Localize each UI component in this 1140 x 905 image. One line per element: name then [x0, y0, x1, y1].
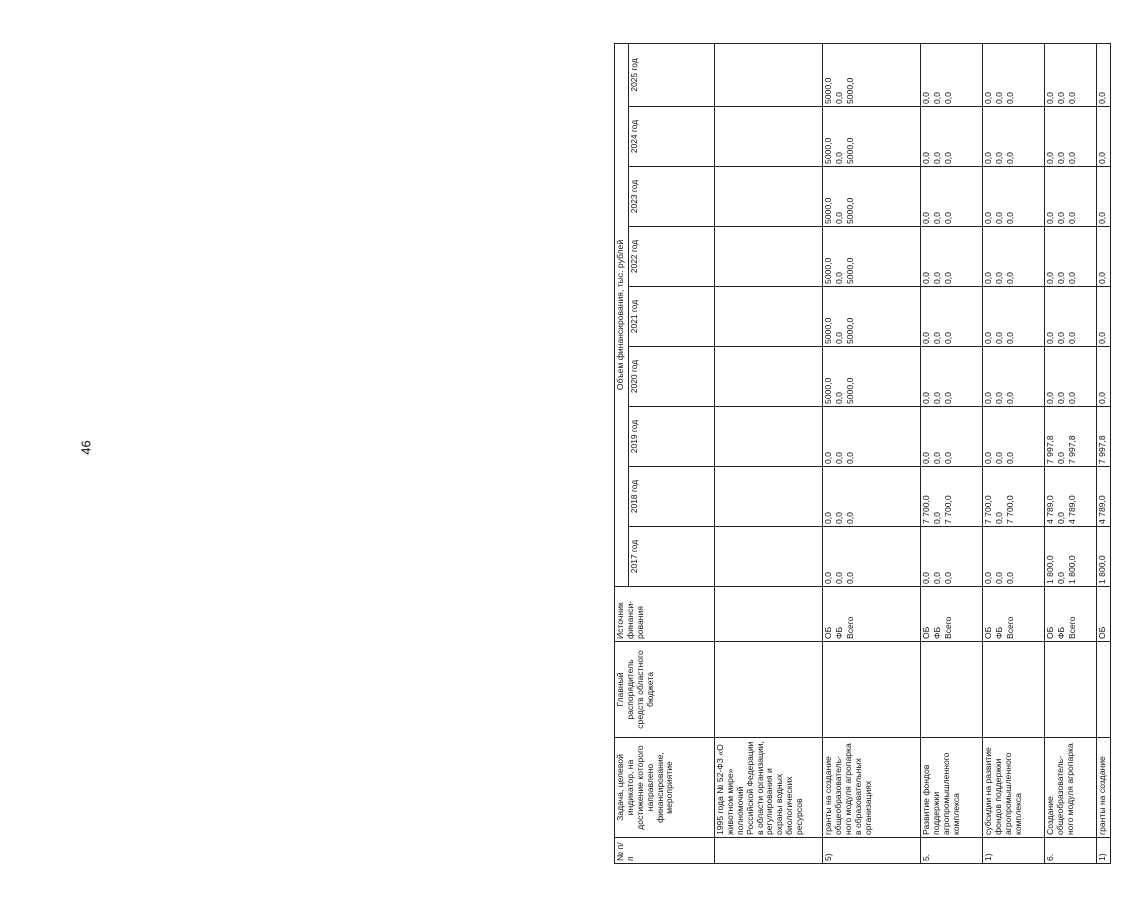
- funding-value: 0,0: [1056, 152, 1066, 164]
- row-source: [715, 587, 823, 642]
- funding-value: 5000,0: [823, 137, 833, 164]
- row-task: Создание общеобразователь-ного модуля агропарка: [1045, 738, 1097, 838]
- funding-value: 0,0: [983, 152, 993, 164]
- funding-value: 0,0: [983, 572, 993, 584]
- funding-value: 0,0: [823, 572, 833, 584]
- funding-value: 0,0: [943, 452, 953, 464]
- funding-value: 4 789,0: [1045, 495, 1055, 524]
- funding-value: 0,0: [932, 452, 942, 464]
- funding-value: 1 800,0: [1045, 555, 1055, 584]
- source-label: ОБ: [823, 626, 833, 639]
- funding-value: 0,0: [1005, 212, 1015, 224]
- source-label: ОБ: [1045, 626, 1055, 639]
- funding-value: 0,0: [1045, 272, 1055, 284]
- funding-value: 0,0: [1045, 332, 1055, 344]
- row-value-cell: [921, 167, 983, 227]
- row-value-cell: [983, 467, 1045, 527]
- row-value-cell: [1045, 467, 1097, 527]
- table-row: [715, 43, 823, 863]
- header-source: Источник финанси-рования: [615, 587, 715, 642]
- funding-value: 0,0: [1056, 452, 1066, 464]
- funding-value: 0,0: [1045, 392, 1055, 404]
- funding-value: 0,0: [834, 152, 844, 164]
- row-value-cell: [715, 43, 823, 106]
- row-value-cell: [1045, 43, 1097, 106]
- source-label: ФБ: [932, 626, 942, 639]
- row-number: 5): [823, 838, 921, 864]
- funding-value: 0,0: [1005, 92, 1015, 104]
- row-manager: [1097, 642, 1111, 738]
- funding-value: 0,0: [834, 212, 844, 224]
- row-value-cell: [823, 107, 921, 167]
- funding-value: 0,0: [1045, 152, 1055, 164]
- row-value-cell: [983, 107, 1045, 167]
- header-year: 2025 год: [629, 43, 715, 106]
- header-year: 2017 год: [629, 527, 715, 587]
- source-label: ФБ: [994, 626, 1004, 639]
- row-value-cell: [715, 527, 823, 587]
- table-row: [1097, 43, 1111, 863]
- funding-value: 0,0: [932, 332, 942, 344]
- row-value-cell: [921, 407, 983, 467]
- funding-value: 0,0: [921, 152, 931, 164]
- row-source: [823, 587, 921, 642]
- row-value-cell: [823, 287, 921, 347]
- funding-value: 0,0: [994, 512, 1004, 524]
- row-value-cell: [983, 407, 1045, 467]
- funding-value: 0,0: [921, 92, 931, 104]
- header-funding: Объем финансирования, тыс. рублей: [615, 43, 629, 586]
- row-value-cell: [1097, 407, 1111, 467]
- row-value-cell: [1097, 467, 1111, 527]
- source-label: ФБ: [1056, 626, 1066, 639]
- funding-value: 0,0: [1056, 212, 1066, 224]
- funding-value: 0,0: [943, 272, 953, 284]
- funding-value: 0,0: [983, 272, 993, 284]
- funding-value: 0,0: [1067, 272, 1077, 284]
- funding-value: 5000,0: [823, 377, 833, 404]
- funding-value: 5000,0: [823, 257, 833, 284]
- row-value-cell: [715, 407, 823, 467]
- row-manager: [823, 642, 921, 738]
- funding-value: 5000,0: [845, 77, 855, 104]
- row-value-cell: [1045, 107, 1097, 167]
- funding-value: 7 700,0: [921, 495, 931, 524]
- source-label: Всего: [845, 616, 855, 639]
- funding-value: 0,0: [1056, 392, 1066, 404]
- row-value-cell: [1045, 347, 1097, 407]
- table-row: [823, 43, 921, 863]
- source-label: Всего: [1067, 616, 1077, 639]
- source-label: ОБ: [1097, 626, 1107, 639]
- funding-value: 0,0: [1097, 392, 1107, 404]
- row-value-cell: [1097, 167, 1111, 227]
- row-value-cell: [1045, 527, 1097, 587]
- row-number: 5.: [921, 838, 983, 864]
- funding-value: 0,0: [1056, 92, 1066, 104]
- row-value-cell: [715, 347, 823, 407]
- funding-value: 0,0: [1045, 92, 1055, 104]
- funding-value: 0,0: [1056, 272, 1066, 284]
- funding-value: 5000,0: [845, 317, 855, 344]
- funding-value: 5000,0: [823, 197, 833, 224]
- funding-value: 0,0: [1097, 152, 1107, 164]
- row-value-cell: [823, 467, 921, 527]
- funding-value: 0,0: [1005, 152, 1015, 164]
- row-task: гранты на создание: [1097, 738, 1111, 838]
- row-number: 1): [983, 838, 1045, 864]
- row-value-cell: [921, 347, 983, 407]
- funding-value: 4 789,0: [1067, 495, 1077, 524]
- row-value-cell: [1045, 167, 1097, 227]
- row-number: 6.: [1045, 838, 1097, 864]
- funding-value: 0,0: [1067, 392, 1077, 404]
- funding-value: 0,0: [834, 392, 844, 404]
- funding-value: 0,0: [983, 92, 993, 104]
- funding-value: 0,0: [845, 512, 855, 524]
- funding-value: 0,0: [823, 452, 833, 464]
- row-value-cell: [921, 227, 983, 287]
- row-value-cell: [921, 287, 983, 347]
- funding-value: 0,0: [834, 512, 844, 524]
- row-task: субсидии на развитие фондов поддержки агропромышленного комплекса: [983, 738, 1045, 838]
- header-year: 2020 год: [629, 347, 715, 407]
- header-task: Задача, целевой индикатор, на достижение которого направлено финансирование, мероприятие: [615, 738, 715, 838]
- table-row: [1045, 43, 1097, 863]
- funding-value: 0,0: [921, 392, 931, 404]
- header-year: 2021 год: [629, 287, 715, 347]
- funding-value: 5000,0: [823, 317, 833, 344]
- source-label: Всего: [943, 616, 953, 639]
- row-value-cell: [1097, 107, 1111, 167]
- funding-table: [614, 43, 1111, 864]
- row-source: [983, 587, 1045, 642]
- funding-value: 0,0: [983, 452, 993, 464]
- row-number: [715, 838, 823, 864]
- funding-value: 0,0: [921, 452, 931, 464]
- row-manager: [715, 642, 823, 738]
- funding-value: 0,0: [1056, 512, 1066, 524]
- funding-value: 0,0: [834, 332, 844, 344]
- row-value-cell: [715, 167, 823, 227]
- funding-value: 5000,0: [823, 77, 833, 104]
- funding-value: 0,0: [932, 152, 942, 164]
- funding-value: 0,0: [943, 332, 953, 344]
- funding-value: 0,0: [932, 272, 942, 284]
- row-value-cell: [983, 43, 1045, 106]
- row-number: 1): [1097, 838, 1111, 864]
- funding-value: 0,0: [1005, 272, 1015, 284]
- funding-value: 0,0: [932, 572, 942, 584]
- funding-value: 0,0: [932, 512, 942, 524]
- funding-value: 0,0: [1097, 272, 1107, 284]
- funding-value: 0,0: [921, 572, 931, 584]
- funding-value: 0,0: [1005, 452, 1015, 464]
- funding-value: 0,0: [1005, 392, 1015, 404]
- funding-value: 0,0: [1097, 212, 1107, 224]
- row-source: [1045, 587, 1097, 642]
- row-value-cell: [1097, 527, 1111, 587]
- funding-value: 0,0: [834, 272, 844, 284]
- funding-value: 0,0: [1097, 332, 1107, 344]
- funding-value: 5000,0: [845, 257, 855, 284]
- source-label: ФБ: [834, 626, 844, 639]
- page-number: 46: [78, 440, 94, 455]
- funding-value: 0,0: [1067, 92, 1077, 104]
- row-value-cell: [983, 527, 1045, 587]
- row-value-cell: [1045, 407, 1097, 467]
- funding-value: 0,0: [1005, 332, 1015, 344]
- funding-value: 0,0: [932, 212, 942, 224]
- row-source: [1097, 587, 1111, 642]
- header-num: № п/п: [615, 838, 715, 864]
- row-value-cell: [1045, 287, 1097, 347]
- row-value-cell: [921, 107, 983, 167]
- row-value-cell: [921, 527, 983, 587]
- row-task: Развитие фондов поддержки агропромышленного комплекса: [921, 738, 983, 838]
- row-manager: [1045, 642, 1097, 738]
- row-value-cell: [715, 287, 823, 347]
- source-label: ОБ: [983, 626, 993, 639]
- row-value-cell: [823, 407, 921, 467]
- header-year: 2024 год: [629, 107, 715, 167]
- funding-value: 0,0: [994, 392, 1004, 404]
- row-value-cell: [715, 227, 823, 287]
- row-value-cell: [1097, 287, 1111, 347]
- row-task: 1995 года № 52-ФЗ «О животном мире» полномочий Российской Федерации в области организации, регулирования и охраны водных биологических ресурсов: [715, 738, 823, 838]
- funding-value: 0,0: [921, 332, 931, 344]
- header-year: 2018 год: [629, 467, 715, 527]
- funding-value: 5000,0: [845, 377, 855, 404]
- funding-value: 0,0: [983, 392, 993, 404]
- row-value-cell: [983, 287, 1045, 347]
- row-value-cell: [921, 467, 983, 527]
- row-task: гранты на создание общеобразователь-ного модуля агропарка в образовательных организациях: [823, 738, 921, 838]
- funding-value: 0,0: [1097, 92, 1107, 104]
- row-value-cell: [1097, 227, 1111, 287]
- funding-value: 0,0: [845, 572, 855, 584]
- funding-value: 0,0: [1045, 212, 1055, 224]
- funding-value: 5000,0: [845, 137, 855, 164]
- funding-value: 0,0: [1067, 152, 1077, 164]
- funding-value: 0,0: [1056, 572, 1066, 584]
- funding-value: 0,0: [1067, 332, 1077, 344]
- funding-value: 0,0: [994, 92, 1004, 104]
- funding-value: 0,0: [983, 212, 993, 224]
- funding-value: 0,0: [943, 212, 953, 224]
- funding-value: 0,0: [921, 212, 931, 224]
- row-value-cell: [983, 167, 1045, 227]
- funding-value: 7 997,8: [1067, 435, 1077, 464]
- funding-value: 7 997,8: [1045, 435, 1055, 464]
- funding-value: 7 700,0: [943, 495, 953, 524]
- row-value-cell: [823, 167, 921, 227]
- funding-value: 0,0: [834, 452, 844, 464]
- row-value-cell: [823, 227, 921, 287]
- row-value-cell: [1097, 43, 1111, 106]
- funding-value: 0,0: [994, 332, 1004, 344]
- table-row: [983, 43, 1045, 863]
- row-manager: [921, 642, 983, 738]
- source-label: ОБ: [921, 626, 931, 639]
- funding-value: 0,0: [932, 392, 942, 404]
- funding-value: 0,0: [994, 212, 1004, 224]
- funding-value: 5000,0: [845, 197, 855, 224]
- row-value-cell: [823, 347, 921, 407]
- funding-value: 0,0: [1067, 212, 1077, 224]
- row-value-cell: [983, 347, 1045, 407]
- funding-value: 7 997,8: [1097, 435, 1107, 464]
- funding-value: 0,0: [943, 392, 953, 404]
- funding-value: 0,0: [943, 572, 953, 584]
- table-row: [921, 43, 983, 863]
- funding-value: 4 789,0: [1097, 495, 1107, 524]
- funding-value: 0,0: [921, 272, 931, 284]
- funding-value: 7 700,0: [1005, 495, 1015, 524]
- header-manager: Главный распорядитель средств областного бюджета: [615, 642, 715, 738]
- funding-value: 0,0: [983, 332, 993, 344]
- row-manager: [983, 642, 1045, 738]
- funding-value: 0,0: [1056, 332, 1066, 344]
- funding-value: 0,0: [994, 572, 1004, 584]
- row-value-cell: [715, 107, 823, 167]
- rotated-table-wrapper: [614, 44, 1140, 864]
- funding-value: 0,0: [845, 452, 855, 464]
- header-year: 2023 год: [629, 167, 715, 227]
- funding-value: 0,0: [994, 152, 1004, 164]
- funding-value: 1 800,0: [1067, 555, 1077, 584]
- funding-value: 0,0: [834, 92, 844, 104]
- row-value-cell: [983, 227, 1045, 287]
- funding-value: 0,0: [943, 92, 953, 104]
- row-value-cell: [823, 43, 921, 106]
- funding-value: 0,0: [823, 512, 833, 524]
- source-label: Всего: [1005, 616, 1015, 639]
- header-year: 2019 год: [629, 407, 715, 467]
- row-value-cell: [1097, 347, 1111, 407]
- funding-value: 7 700,0: [983, 495, 993, 524]
- funding-value: 0,0: [994, 272, 1004, 284]
- funding-value: 0,0: [932, 92, 942, 104]
- row-value-cell: [823, 527, 921, 587]
- funding-value: 0,0: [1005, 572, 1015, 584]
- funding-value: 0,0: [943, 152, 953, 164]
- funding-value: 0,0: [994, 452, 1004, 464]
- row-value-cell: [1045, 227, 1097, 287]
- funding-value: 1 800,0: [1097, 555, 1107, 584]
- row-value-cell: [921, 43, 983, 106]
- row-value-cell: [715, 467, 823, 527]
- row-source: [921, 587, 983, 642]
- header-year: 2022 год: [629, 227, 715, 287]
- funding-value: 0,0: [834, 572, 844, 584]
